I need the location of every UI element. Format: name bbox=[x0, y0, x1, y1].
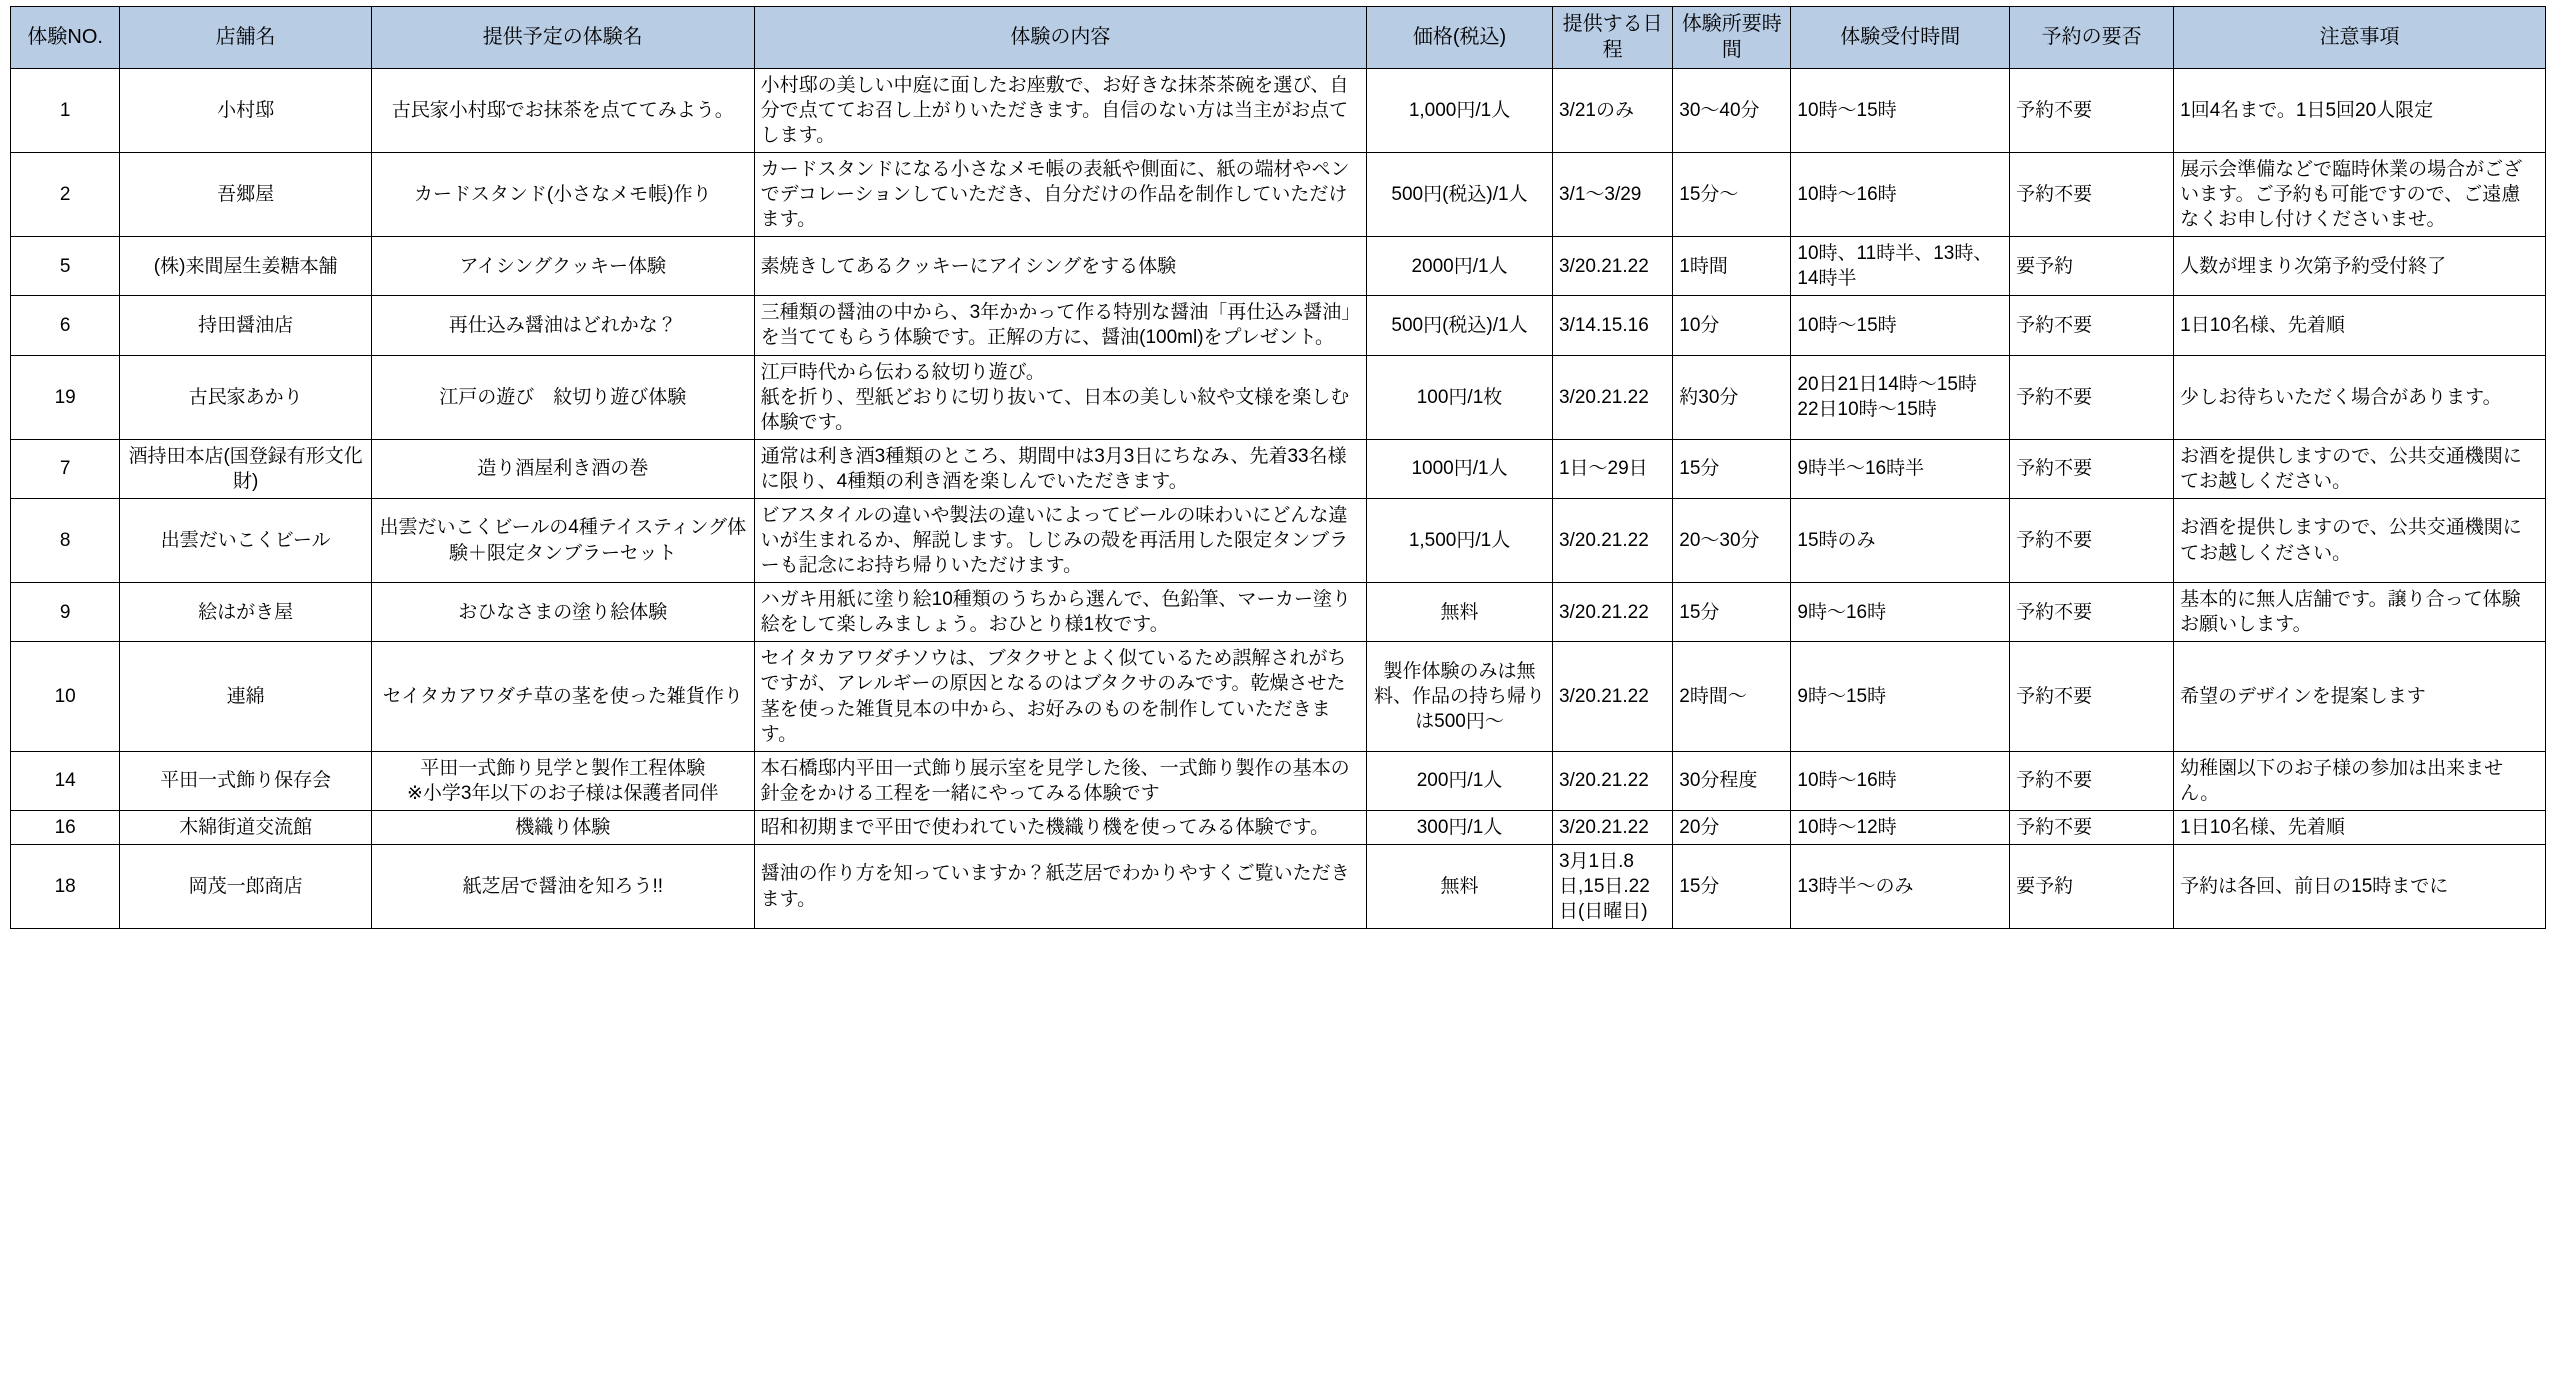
cell-no: 2 bbox=[11, 153, 120, 237]
cell-experience-name: 江戸の遊び 紋切り遊び体験 bbox=[371, 355, 754, 439]
table-row bbox=[11, 844, 2546, 928]
cell-schedule: 3/20.21.22 bbox=[1552, 642, 1672, 751]
cell-shop: 古民家あかり bbox=[120, 355, 372, 439]
cell-experience-name: 平田一式飾り見学と製作工程体験 ※小学3年以下のお子様は保護者同伴 bbox=[371, 751, 754, 810]
cell-reservation: 予約不要 bbox=[2010, 68, 2174, 152]
table-row bbox=[11, 237, 2546, 296]
cell-experience-name: 紙芝居で醤油を知ろう!! bbox=[371, 844, 754, 928]
table-row bbox=[11, 296, 2546, 355]
cell-shop: 酒持田本店(国登録有形文化財) bbox=[120, 439, 372, 498]
table-row bbox=[11, 355, 2546, 439]
column-header-schedule: 提供する日程 bbox=[1552, 7, 1672, 69]
cell-schedule: 3/20.21.22 bbox=[1552, 498, 1672, 582]
cell-price: 300円/1人 bbox=[1367, 810, 1553, 844]
cell-reception-time: 9時半〜16時半 bbox=[1791, 439, 2010, 498]
cell-content: 醤油の作り方を知っていますか？紙芝居でわかりやすくご覧いただきます。 bbox=[754, 844, 1366, 928]
cell-reception-time: 10時〜15時 bbox=[1791, 68, 2010, 152]
cell-duration: 30〜40分 bbox=[1673, 68, 1791, 152]
cell-shop: 出雲だいこくビール bbox=[120, 498, 372, 582]
cell-no: 19 bbox=[11, 355, 120, 439]
column-header-price: 価格(税込) bbox=[1367, 7, 1553, 69]
cell-schedule: 3/20.21.22 bbox=[1552, 237, 1672, 296]
cell-shop: 小村邸 bbox=[120, 68, 372, 152]
cell-notes: 予約は各回、前日の15時までに bbox=[2174, 844, 2546, 928]
cell-notes: 基本的に無人店舗です。譲り合って体験お願いします。 bbox=[2174, 583, 2546, 642]
cell-schedule: 3/20.21.22 bbox=[1552, 355, 1672, 439]
cell-content: 昭和初期まで平田で使われていた機織り機を使ってみる体験です。 bbox=[754, 810, 1366, 844]
cell-price: 500円(税込)/1人 bbox=[1367, 296, 1553, 355]
cell-experience-name: 再仕込み醤油はどれかな？ bbox=[371, 296, 754, 355]
cell-shop: 岡茂一郎商店 bbox=[120, 844, 372, 928]
cell-no: 7 bbox=[11, 439, 120, 498]
cell-content: 素焼きしてあるクッキーにアイシングをする体験 bbox=[754, 237, 1366, 296]
cell-no: 14 bbox=[11, 751, 120, 810]
cell-duration: 20分 bbox=[1673, 810, 1791, 844]
cell-no: 5 bbox=[11, 237, 120, 296]
cell-duration: 約30分 bbox=[1673, 355, 1791, 439]
table-body bbox=[11, 68, 2546, 928]
cell-experience-name: 出雲だいこくビールの4種テイスティング体験＋限定タンブラーセット bbox=[371, 498, 754, 582]
cell-reservation: 予約不要 bbox=[2010, 355, 2174, 439]
cell-experience-name: 古民家小村邸でお抹茶を点ててみよう。 bbox=[371, 68, 754, 152]
cell-experience-name: セイタカアワダチ草の茎を使った雑貨作り bbox=[371, 642, 754, 751]
cell-price: 100円/1枚 bbox=[1367, 355, 1553, 439]
column-header-duration: 体験所要時間 bbox=[1673, 7, 1791, 69]
column-header-notes: 注意事項 bbox=[2174, 7, 2546, 69]
table-row bbox=[11, 439, 2546, 498]
table-header bbox=[11, 7, 2546, 69]
table-row bbox=[11, 642, 2546, 751]
cell-shop: (株)来間屋生姜糖本舗 bbox=[120, 237, 372, 296]
cell-experience-name: アイシングクッキー体験 bbox=[371, 237, 754, 296]
cell-notes: 希望のデザインを提案します bbox=[2174, 642, 2546, 751]
cell-reservation-required: 要予約 bbox=[2010, 844, 2174, 928]
cell-price: 無料 bbox=[1367, 583, 1553, 642]
cell-reception-time: 10時〜16時 bbox=[1791, 751, 2010, 810]
cell-experience-name: おひなさまの塗り絵体験 bbox=[371, 583, 754, 642]
cell-notes: お酒を提供しますので、公共交通機関にてお越しください。 bbox=[2174, 498, 2546, 582]
cell-shop: 持田醤油店 bbox=[120, 296, 372, 355]
cell-reception-time: 9時〜15時 bbox=[1791, 642, 2010, 751]
cell-duration: 1時間 bbox=[1673, 237, 1791, 296]
cell-shop: 絵はがき屋 bbox=[120, 583, 372, 642]
cell-price: 製作体験のみは無料、作品の持ち帰りは500円〜 bbox=[1367, 642, 1553, 751]
cell-reception-time: 10時〜16時 bbox=[1791, 153, 2010, 237]
cell-price: 200円/1人 bbox=[1367, 751, 1553, 810]
cell-reception-time: 20日21日14時〜15時 22日10時〜15時 bbox=[1791, 355, 2010, 439]
cell-shop: 吾郷屋 bbox=[120, 153, 372, 237]
cell-experience-name: カードスタンド(小さなメモ帳)作り bbox=[371, 153, 754, 237]
table-row bbox=[11, 583, 2546, 642]
cell-price: 1,000円/1人 bbox=[1367, 68, 1553, 152]
cell-schedule: 1日〜29日 bbox=[1552, 439, 1672, 498]
cell-shop: 平田一式飾り保存会 bbox=[120, 751, 372, 810]
cell-duration: 20〜30分 bbox=[1673, 498, 1791, 582]
cell-reservation: 予約不要 bbox=[2010, 583, 2174, 642]
cell-duration: 15分 bbox=[1673, 844, 1791, 928]
column-header-shop: 店舗名 bbox=[120, 7, 372, 69]
cell-content: ハガキ用紙に塗り絵10種類のうちから選んで、色鉛筆、マーカー塗り絵をして楽しみましょう。おひとり様1枚です。 bbox=[754, 583, 1366, 642]
cell-no: 18 bbox=[11, 844, 120, 928]
cell-price: 1,500円/1人 bbox=[1367, 498, 1553, 582]
column-header-reception-time: 体験受付時間 bbox=[1791, 7, 2010, 69]
cell-reservation: 予約不要 bbox=[2010, 810, 2174, 844]
cell-price: 500円(税込)/1人 bbox=[1367, 153, 1553, 237]
cell-notes: 幼稚園以下のお子様の参加は出来ません。 bbox=[2174, 751, 2546, 810]
cell-reservation: 予約不要 bbox=[2010, 153, 2174, 237]
cell-notes: 展示会準備などで臨時休業の場合がございます。ご予約も可能ですので、ご遠慮なくお申し付けくださいませ。 bbox=[2174, 153, 2546, 237]
cell-content: カードスタンドになる小さなメモ帳の表紙や側面に、紙の端材やペンでデコレーションしていただき、自分だけの作品を制作していただけます。 bbox=[754, 153, 1366, 237]
cell-shop: 連綿 bbox=[120, 642, 372, 751]
cell-schedule: 3/20.21.22 bbox=[1552, 810, 1672, 844]
cell-schedule: 3/20.21.22 bbox=[1552, 583, 1672, 642]
cell-schedule: 3/21のみ bbox=[1552, 68, 1672, 152]
cell-experience-name: 造り酒屋利き酒の巻 bbox=[371, 439, 754, 498]
experience-table bbox=[10, 6, 2546, 929]
cell-price: 1000円/1人 bbox=[1367, 439, 1553, 498]
column-header-experience-name: 提供予定の体験名 bbox=[371, 7, 754, 69]
cell-content: 通常は利き酒3種類のところ、期間中は3月3日にちなみ、先着33名様に限り、4種類の利き酒を楽しんでいただきます。 bbox=[754, 439, 1366, 498]
cell-reception-time: 15時のみ bbox=[1791, 498, 2010, 582]
cell-schedule: 3/20.21.22 bbox=[1552, 751, 1672, 810]
cell-content: ビアスタイルの違いや製法の違いによってビールの味わいにどんな違いが生まれるか、解説します。しじみの殻を再活用した限定タンブラーも記念にお持ち帰りいただけます。 bbox=[754, 498, 1366, 582]
cell-schedule: 3/1〜3/29 bbox=[1552, 153, 1672, 237]
cell-no: 1 bbox=[11, 68, 120, 152]
column-header-reservation: 予約の要否 bbox=[2010, 7, 2174, 69]
cell-duration: 30分程度 bbox=[1673, 751, 1791, 810]
cell-content: 本石橋邸内平田一式飾り展示室を見学した後、一式飾り製作の基本の針金をかける工程を一緒にやってみる体験です bbox=[754, 751, 1366, 810]
cell-reservation: 予約不要 bbox=[2010, 498, 2174, 582]
cell-schedule: 3月1日.8日,15日.22日(日曜日) bbox=[1552, 844, 1672, 928]
cell-notes: 1回4名まで。1日5回20人限定 bbox=[2174, 68, 2546, 152]
cell-price: 2000円/1人 bbox=[1367, 237, 1553, 296]
table-row bbox=[11, 153, 2546, 237]
cell-notes: お酒を提供しますので、公共交通機関にてお越しください。 bbox=[2174, 439, 2546, 498]
cell-reception-time: 10時、11時半、13時、14時半 bbox=[1791, 237, 2010, 296]
cell-no: 16 bbox=[11, 810, 120, 844]
table-row bbox=[11, 751, 2546, 810]
column-header-content: 体験の内容 bbox=[754, 7, 1366, 69]
cell-no: 9 bbox=[11, 583, 120, 642]
cell-reservation: 予約不要 bbox=[2010, 296, 2174, 355]
cell-content: セイタカアワダチソウは、ブタクサとよく似ているため誤解されがちですが、アレルギーの原因となるのはブタクサのみです。乾燥させた茎を使った雑貨見本の中から、お好みのものを制作していただきます。 bbox=[754, 642, 1366, 751]
table-row bbox=[11, 810, 2546, 844]
cell-price: 無料 bbox=[1367, 844, 1553, 928]
cell-notes: 1日10名様、先着順 bbox=[2174, 810, 2546, 844]
cell-reception-time: 10時〜12時 bbox=[1791, 810, 2010, 844]
cell-reservation-required: 要予約 bbox=[2010, 237, 2174, 296]
cell-no: 8 bbox=[11, 498, 120, 582]
column-header-no: 体験NO. bbox=[11, 7, 120, 69]
cell-experience-name: 機織り体験 bbox=[371, 810, 754, 844]
cell-duration: 15分〜 bbox=[1673, 153, 1791, 237]
cell-no: 10 bbox=[11, 642, 120, 751]
cell-duration: 15分 bbox=[1673, 583, 1791, 642]
cell-shop: 木綿街道交流館 bbox=[120, 810, 372, 844]
cell-notes: 人数が埋まり次第予約受付終了 bbox=[2174, 237, 2546, 296]
cell-duration: 10分 bbox=[1673, 296, 1791, 355]
cell-reservation: 予約不要 bbox=[2010, 642, 2174, 751]
cell-reception-time: 10時〜15時 bbox=[1791, 296, 2010, 355]
table-row bbox=[11, 68, 2546, 152]
table-header-row bbox=[11, 7, 2546, 69]
cell-reception-time: 9時〜16時 bbox=[1791, 583, 2010, 642]
cell-content: 三種類の醤油の中から、3年かかって作る特別な醤油「再仕込み醤油」を当ててもらう体験です。正解の方に、醤油(100ml)をプレゼント。 bbox=[754, 296, 1366, 355]
cell-schedule: 3/14.15.16 bbox=[1552, 296, 1672, 355]
table-row bbox=[11, 498, 2546, 582]
cell-content: 江戸時代から伝わる紋切り遊び。 紙を折り、型紙どおりに切り抜いて、日本の美しい紋や文様を楽しむ体験です。 bbox=[754, 355, 1366, 439]
cell-content: 小村邸の美しい中庭に面したお座敷で、お好きな抹茶茶碗を選び、自分で点ててお召し上がりいただきます。自信のない方は当主がお点てします。 bbox=[754, 68, 1366, 152]
cell-notes: 少しお待ちいただく場合があります。 bbox=[2174, 355, 2546, 439]
cell-no: 6 bbox=[11, 296, 120, 355]
cell-duration: 15分 bbox=[1673, 439, 1791, 498]
cell-reservation: 予約不要 bbox=[2010, 439, 2174, 498]
cell-reservation: 予約不要 bbox=[2010, 751, 2174, 810]
cell-duration: 2時間〜 bbox=[1673, 642, 1791, 751]
cell-reception-time: 13時半〜のみ bbox=[1791, 844, 2010, 928]
cell-notes: 1日10名様、先着順 bbox=[2174, 296, 2546, 355]
